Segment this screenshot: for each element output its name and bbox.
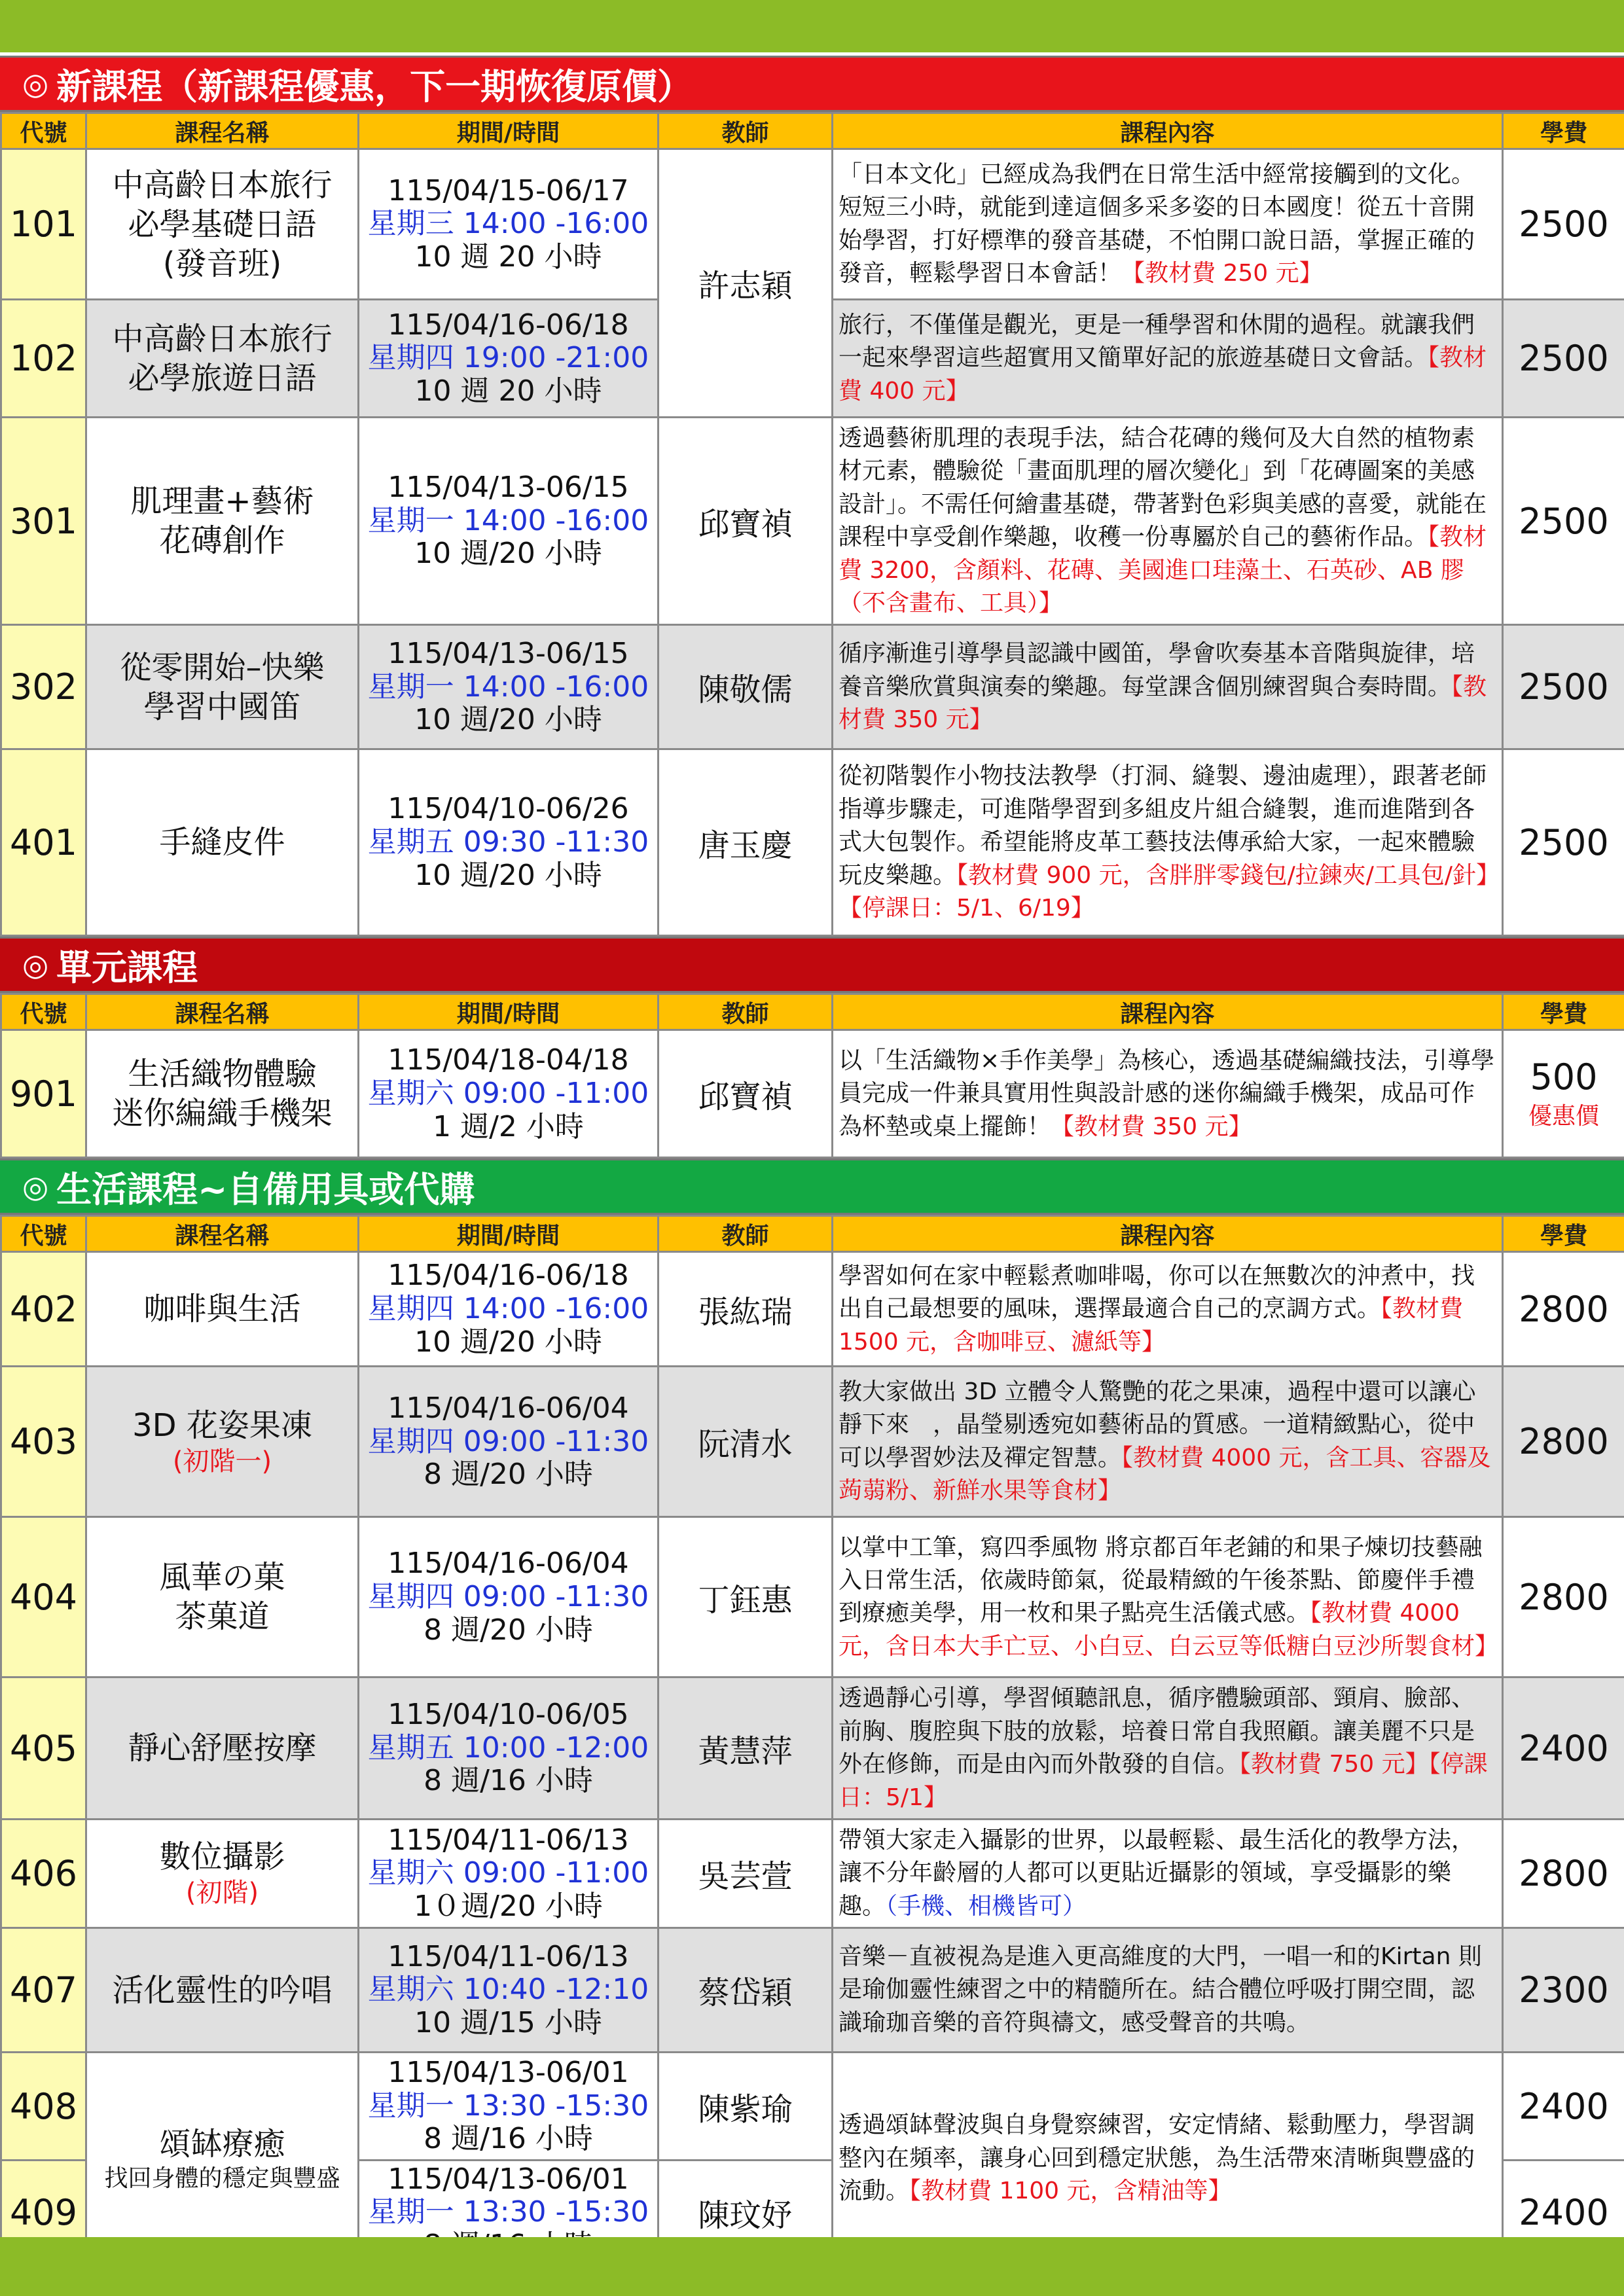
header-fee: 學費 — [1503, 113, 1624, 149]
course-time: 星期四 09:00 -11:30 — [367, 1580, 649, 1614]
table-row — [1, 1030, 1624, 1158]
section-unit-courses — [0, 937, 1624, 993]
course-period — [359, 300, 659, 418]
course-code: 407 — [1, 1928, 86, 2053]
course-name — [86, 1517, 359, 1677]
course-period — [359, 1517, 659, 1677]
section-new-courses — [0, 56, 1624, 112]
header-teacher: 教師 — [659, 1216, 833, 1252]
course-date: 115/04/10-06/26 — [388, 792, 629, 826]
course-teacher: 邱寶禎 — [659, 418, 833, 625]
table-row — [1, 1928, 1624, 2053]
course-period — [359, 1677, 659, 1820]
course-date: 115/04/16-06/18 — [388, 308, 629, 342]
header-period: 期間/時間 — [359, 994, 659, 1030]
course-date: 115/04/13-06/15 — [388, 471, 629, 505]
course-period — [359, 1030, 659, 1158]
name-line: 風華の菓 — [159, 1559, 285, 1596]
content-text: 音樂－直被視為是進入更高維度的大門，一唱一和的Kirtan 則是瑜伽靈性練習之中的精髓所在。結合體位呼吸打開空間，認識瑜珈音樂的音符與禱文，感受聲音的共鳴。 — [839, 1943, 1482, 2036]
section-life-courses — [0, 1158, 1624, 1215]
course-teacher: 張紘瑞 — [659, 1252, 833, 1367]
material-fee: 【教材費 1100 元，含精油等】 — [909, 2178, 1232, 2205]
course-teacher: 蔡岱穎 — [659, 1928, 833, 2053]
course-fee: 2500 — [1503, 625, 1624, 749]
header-teacher: 教師 — [659, 994, 833, 1030]
course-time: 星期四 09:00 -11:30 — [367, 1424, 649, 1458]
course-fee: 2400 — [1503, 2053, 1624, 2161]
course-content — [833, 1030, 1503, 1158]
course-date: 115/04/16-06/18 — [388, 1259, 629, 1293]
course-teacher: 阮清水 — [659, 1367, 833, 1517]
course-weeks: 8 週/20 小時 — [424, 1458, 593, 1492]
course-time: 星期三 14:00 -16:00 — [367, 207, 649, 241]
content-text: 教大家做出 3D 立體令人驚艷的花之果凍，過程中還可以讓心靜下來 ，晶瑩剔透宛如藝術品的質感。一道精緻點心，從中可以學習妙法及禪定智慧。 — [839, 1378, 1476, 1471]
course-fee: 2800 — [1503, 1252, 1624, 1367]
course-code: 406 — [1, 1819, 86, 1928]
course-content — [833, 1819, 1503, 1928]
course-content — [833, 1517, 1503, 1677]
course-name — [86, 1928, 359, 2053]
course-time: 星期四 14:00 -16:00 — [367, 1292, 649, 1326]
course-weeks: 10 週 20 小時 — [414, 374, 602, 408]
course-time: 星期一 14:00 -16:00 — [367, 503, 649, 537]
content-text: 透過靜心引導，學習傾聽訊息，循序體驗頭部、頸肩、臉部、前胸、腹腔與下肢的放鬆，培養日常自我照顧。讓美麗不只是外在修飾，而是由內而外散發的自信。 — [839, 1685, 1475, 1778]
course-content — [833, 2053, 1503, 2265]
course-fee: 2500 — [1503, 149, 1624, 300]
name-line: 學習中國笛 — [143, 688, 301, 725]
course-fee: 2300 — [1503, 1928, 1624, 2053]
course-name — [86, 300, 359, 418]
name-line: 手縫皮件 — [159, 824, 285, 861]
course-content — [833, 149, 1503, 300]
course-period — [359, 625, 659, 749]
course-time: 星期六 09:00 -11:00 — [367, 1856, 649, 1890]
name-line: 從零開始–快樂 — [120, 649, 325, 686]
course-name — [86, 625, 359, 749]
header-fee: 學費 — [1503, 1216, 1624, 1252]
content-text: 透過藝術肌理的表現手法，結合花磚的幾何及大自然的植物素材元素，體驗從「畫面肌理的層次變化」到「花磚圖案的美感設計」。不需任何繪畫基礎，帶著對色彩與美感的喜愛，就能在課程中享受創作樂趣，收穫一份專屬於自己的藝術作品。 — [839, 425, 1487, 551]
course-code: 404 — [1, 1517, 86, 1677]
course-name — [86, 749, 359, 936]
header-teacher: 教師 — [659, 113, 833, 149]
name-line: 活化靈性的吟唱 — [112, 1971, 333, 2009]
course-code: 101 — [1, 149, 86, 300]
course-weeks: 8 週/20 小時 — [424, 1613, 593, 1647]
name-line: 頌缽療癒 — [159, 2125, 285, 2162]
course-period — [359, 1819, 659, 1928]
section-title: 單元課程 — [56, 946, 198, 988]
table-row — [1, 1367, 1624, 1517]
name-line: 迷你編織手機架 — [112, 1095, 333, 1132]
course-weeks: 10 週/20 小時 — [414, 1325, 602, 1359]
header-period: 期間/時間 — [359, 1216, 659, 1252]
course-period — [359, 749, 659, 936]
target-icon: ◎ — [22, 66, 49, 101]
course-content — [833, 1367, 1503, 1517]
material-fee: 【教材費 4000 元，含日本大手亡豆、小白豆、白云豆等低糖白豆沙所製食材】 — [839, 1600, 1499, 1660]
course-name — [86, 1819, 359, 1928]
content-text: 以掌中工筆，寫四季風物 將京都百年老鋪的和果子煉切技藝融入日常生活，依歲時節氣，從最精緻的午後茶點、節慶伴手禮到療癒美學，用一枚和果子點亮生活儀式感。 — [839, 1534, 1483, 1627]
course-code: 102 — [1, 300, 86, 418]
table-header-row — [1, 113, 1624, 149]
material-fee: 【教材費 3200，含顏料、花磚、美國進口珪藻土、石英砂、AB 膠（不含畫布、工具）】 — [839, 524, 1487, 617]
material-fee: 【教材費 350 元】 — [839, 673, 1487, 734]
fee-note: 優惠價 — [1528, 1103, 1599, 1130]
header-content: 課程內容 — [833, 1216, 1503, 1252]
material-fee: 【教材費 350 元】 — [1051, 1113, 1252, 1140]
course-teacher: 陳玟妤 — [659, 2161, 833, 2265]
course-code: 401 — [1, 749, 86, 936]
material-fee: 【教材費 400 元】 — [839, 344, 1487, 404]
course-name — [86, 418, 359, 625]
content-text: 學習如何在家中輕鬆煮咖啡喝，你可以在無數次的沖煮中，找出自己最想要的風味，選擇最適合自己的烹調方式。 — [839, 1262, 1475, 1323]
course-teacher: 陳敬儒 — [659, 625, 833, 749]
header-code: 代號 — [1, 1216, 86, 1252]
name-line: 花磚創作 — [159, 522, 285, 560]
course-content — [833, 418, 1503, 625]
course-date: 115/04/11-06/13 — [388, 1823, 629, 1857]
table-header-row — [1, 1216, 1624, 1252]
course-code: 901 — [1, 1030, 86, 1158]
course-code: 402 — [1, 1252, 86, 1367]
course-fee: 2500 — [1503, 749, 1624, 936]
course-weeks: 10 週/20 小時 — [414, 537, 602, 571]
course-sheet — [0, 56, 1624, 2266]
course-date: 115/04/13-06/01 — [388, 2056, 629, 2090]
header-name: 課程名稱 — [86, 113, 359, 149]
course-content — [833, 625, 1503, 749]
table-row — [1, 625, 1624, 749]
course-name — [86, 2053, 359, 2265]
course-content — [833, 1677, 1503, 1820]
course-date: 115/04/15-06/17 — [388, 173, 629, 207]
course-teacher: 邱寶禎 — [659, 1030, 833, 1158]
course-weeks: 1 週/2 小時 — [433, 1109, 584, 1143]
course-period — [359, 1252, 659, 1367]
course-fee: 2500 — [1503, 300, 1624, 418]
table-row — [1, 149, 1624, 300]
course-date: 115/04/11-06/13 — [388, 1939, 629, 1973]
course-name — [86, 1252, 359, 1367]
top-green-band — [0, 0, 1624, 52]
course-name — [86, 1367, 359, 1517]
course-code: 405 — [1, 1677, 86, 1820]
course-teacher: 吳芸萱 — [659, 1819, 833, 1928]
course-time: 星期一 13:30 -15:30 — [367, 2195, 649, 2229]
course-fee: 2400 — [1503, 2161, 1624, 2265]
header-name: 課程名稱 — [86, 1216, 359, 1252]
course-teacher: 唐玉慶 — [659, 749, 833, 936]
course-date: 115/04/13-06/15 — [388, 636, 629, 670]
content-text: 「日本文化」已經成為我們在日常生活中經常接觸到的文化。短短三小時，就能到達這個多采多姿的日本國度！從五十音開始學習，打好標準的發音基礎，不怕開口說日語，掌握正確的發音，輕鬆學習日本會話！ — [839, 160, 1475, 287]
name-line: (發音班) — [162, 245, 282, 282]
fee-value: 500 — [1530, 1056, 1598, 1098]
name-level: (初階) — [185, 1878, 259, 1909]
course-weeks: 8 週/16 小時 — [424, 2122, 593, 2156]
course-teacher: 陳紫瑜 — [659, 2053, 833, 2161]
header-period: 期間/時間 — [359, 113, 659, 149]
course-period — [359, 418, 659, 625]
course-date: 115/04/16-06/04 — [388, 1547, 629, 1581]
course-teacher: 丁鈺惠 — [659, 1517, 833, 1677]
table-row — [1, 418, 1624, 625]
life-courses-table — [0, 1215, 1624, 2266]
device-note: （手機、相機皆可） — [886, 1892, 1087, 1920]
header-content: 課程內容 — [833, 113, 1503, 149]
course-content — [833, 1928, 1503, 2053]
course-teacher: 黃慧萍 — [659, 1677, 833, 1820]
course-fee — [1503, 1030, 1624, 1158]
course-weeks: 10 週/20 小時 — [414, 703, 602, 737]
header-fee: 學費 — [1503, 994, 1624, 1030]
course-content — [833, 749, 1503, 936]
course-weeks: 1０週/20 小時 — [414, 1889, 603, 1923]
material-fee: 【教材費 4000 元，含工具、容器及蒟蒻粉、新鮮水果等食材】 — [839, 1444, 1491, 1505]
course-code: 409 — [1, 2161, 86, 2265]
header-name: 課程名稱 — [86, 994, 359, 1030]
name-line: 茶菓道 — [175, 1598, 270, 1636]
course-fee: 2500 — [1503, 418, 1624, 625]
course-weeks: 10 週 20 小時 — [414, 240, 602, 274]
content-text: 旅行，不僅僅是觀光，更是一種學習和休閒的過程。就讓我們一起來學習這些超實用又簡單好記的旅遊基礎日文會話。 — [839, 311, 1475, 372]
course-date: 115/04/10-06/05 — [388, 1698, 629, 1732]
name-level: (初階一) — [172, 1446, 272, 1477]
course-time: 星期六 09:00 -11:00 — [367, 1077, 649, 1111]
course-time: 星期五 09:30 -11:30 — [367, 825, 649, 859]
course-time: 星期五 10:00 -12:00 — [367, 1731, 649, 1765]
table-row — [1, 1677, 1624, 1820]
target-icon: ◎ — [22, 947, 49, 983]
course-fee: 2400 — [1503, 1677, 1624, 1820]
course-name — [86, 149, 359, 300]
material-fee: 【教材費 250 元】 — [1121, 259, 1323, 287]
course-period — [359, 1928, 659, 2053]
content-text: 循序漸進引導學員認識中國笛，學會吹奏基本音階與旋律，培養音樂欣賞與演奏的樂趣。每堂課含個別練習與合奏時間。 — [839, 640, 1475, 700]
unit-courses-table — [0, 993, 1624, 1158]
table-row — [1, 1819, 1624, 1928]
course-content — [833, 1252, 1503, 1367]
course-code: 408 — [1, 2053, 86, 2161]
content-text: 從初階製作小物技法教學（打洞、縫製、邊油處理），跟著老師指導步驟走，可進階學習到多組皮片組合縫製，進而進階到各式大包製作。希望能將皮革工藝技法傳承給大家，一起來體驗玩皮樂趣。 — [839, 762, 1487, 889]
course-date: 115/04/18-04/18 — [388, 1043, 629, 1077]
course-name — [86, 1030, 359, 1158]
content-text: 帶領大家走入攝影的世界，以最輕鬆、最生活化的教學方法，讓不分年齡層的人都可以更貼近攝影的領域，享受攝影的樂趣。 — [839, 1826, 1475, 1920]
course-teacher: 許志穎 — [659, 149, 833, 418]
bottom-green-band — [0, 2237, 1624, 2296]
course-weeks: 8 週/16 小時 — [424, 1764, 593, 1798]
material-fee: 【教材費 750 元】【停課日：5/1】 — [839, 1751, 1488, 1811]
material-fee: 【教材費 1500 元，含咖啡豆、濾紙等】 — [839, 1295, 1464, 1355]
course-content — [833, 300, 1503, 418]
header-content: 課程內容 — [833, 994, 1503, 1030]
course-name — [86, 1677, 359, 1820]
material-fee: 【教材費 900 元，含胖胖零錢包/拉鍊夾/工具包/針】【停課日：5/1、6/19】 — [839, 861, 1489, 922]
name-line: 數位攝影 — [159, 1839, 285, 1876]
course-weeks: 10 週/15 小時 — [414, 2005, 602, 2039]
name-line: 肌理畫+藝術 — [130, 483, 314, 520]
target-icon: ◎ — [22, 1169, 49, 1205]
table-row — [1, 1517, 1624, 1677]
name-line: 必學基礎日語 — [128, 206, 317, 243]
table-header-row — [1, 994, 1624, 1030]
name-subtitle: 找回身體的穩定與豐盛 — [104, 2164, 340, 2192]
content-text: 以「生活織物×手作美學」為核心，透過基礎編織技法，引導學員完成一件兼具實用性與設計感的迷你編織手機架，成品可作為杯墊或桌上擺飾！ — [839, 1047, 1495, 1140]
course-weeks: 10 週/20 小時 — [414, 858, 602, 892]
course-period — [359, 149, 659, 300]
name-line: 中高齡日本旅行 — [112, 320, 333, 357]
header-code: 代號 — [1, 113, 86, 149]
course-time: 星期一 14:00 -16:00 — [367, 670, 649, 704]
course-code: 301 — [1, 418, 86, 625]
course-fee: 2800 — [1503, 1367, 1624, 1517]
course-time: 星期四 19:00 -21:00 — [367, 341, 649, 375]
table-row — [1, 749, 1624, 936]
course-period — [359, 2053, 659, 2161]
new-courses-table — [0, 112, 1624, 937]
header-code: 代號 — [1, 994, 86, 1030]
content-text: 透過頌缽聲波與自身覺察練習，安定情緒、鬆動壓力，學習調整內在頻率，讓身心回到穩定狀態，為生活帶來清晰與豐盛的流動。 — [839, 2111, 1475, 2205]
section-title: 生活課程~自備用具或代購 — [56, 1168, 475, 1210]
name-line: 3D 花姿果凍 — [132, 1407, 312, 1444]
course-date: 115/04/13-06/01 — [388, 2162, 629, 2196]
course-time: 星期六 10:40 -12:10 — [367, 1973, 649, 2007]
course-time: 星期一 13:30 -15:30 — [367, 2089, 649, 2123]
course-code: 302 — [1, 625, 86, 749]
section-title: 新課程（新課程優惠，下一期恢復原價） — [56, 65, 693, 107]
table-row — [1, 2053, 1624, 2161]
name-line: 靜心舒壓按摩 — [128, 1730, 317, 1767]
course-code: 403 — [1, 1367, 86, 1517]
course-fee: 2800 — [1503, 1819, 1624, 1928]
name-line: 生活織物體驗 — [128, 1056, 317, 1093]
name-line: 咖啡與生活 — [143, 1291, 301, 1328]
table-row — [1, 1252, 1624, 1367]
name-line: 中高齡日本旅行 — [112, 166, 333, 204]
course-period — [359, 1367, 659, 1517]
course-fee: 2800 — [1503, 1517, 1624, 1677]
course-date: 115/04/16-06/04 — [388, 1391, 629, 1425]
name-line: 必學旅遊日語 — [128, 359, 317, 397]
